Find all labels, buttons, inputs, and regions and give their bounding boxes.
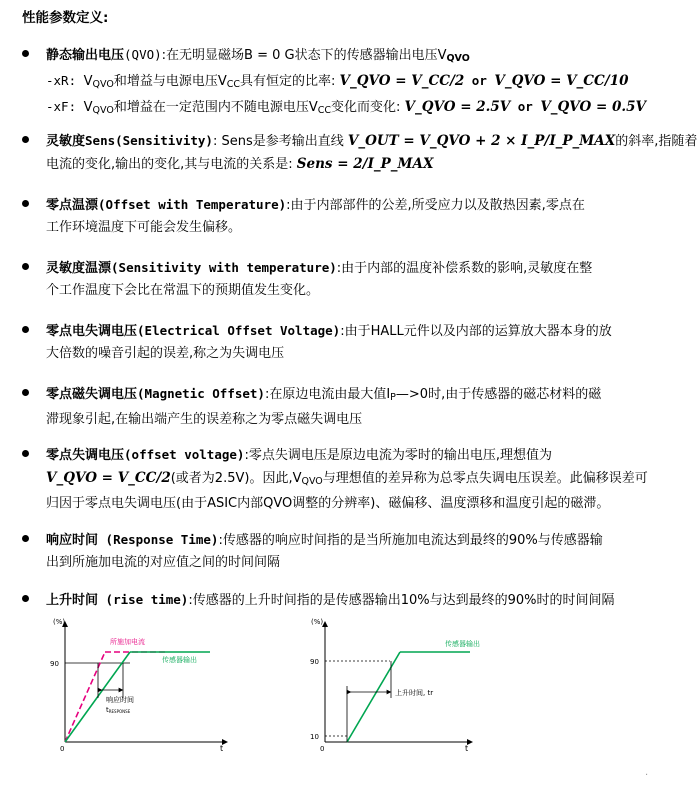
xf-vcc-sub: CC bbox=[317, 105, 332, 116]
bullet-icon bbox=[22, 136, 29, 143]
term-qvo-en: (QVO) bbox=[124, 47, 162, 62]
mag-offset-desc: :在原边电流由最大值I bbox=[264, 387, 391, 402]
term-response-en: (Response Time) bbox=[98, 532, 219, 547]
offset-v-desc: :零点失调电压是原边电流为零时的输出电压,理想值为 bbox=[244, 448, 552, 463]
mag-offset-desc2: —>0时,由于传感器的磁芯材料的磁 bbox=[395, 387, 602, 402]
rise-definition bbox=[22, 589, 662, 612]
xr-label: -xR: bbox=[46, 73, 84, 88]
page-title: 性能参数定义: bbox=[22, 10, 109, 26]
sens-temp-definition bbox=[22, 257, 662, 302]
xr-v: V bbox=[83, 74, 93, 89]
response-desc2: 出到所施加电流的对应值之间的时间间隔 bbox=[46, 555, 281, 570]
xf-formula-2: V_QVO = 0.5V bbox=[540, 99, 646, 115]
bullet-icon bbox=[22, 50, 29, 57]
offset-v-desc3: 与理想值的差异称为总零点失调电压误差。此偏移误差可 bbox=[322, 471, 648, 486]
applied-current-rise bbox=[65, 652, 105, 742]
sens-temp-desc: :由于内部的温度补偿系数的影响,灵敏度在整 bbox=[336, 261, 593, 276]
mag-offset-desc3: 滞现象引起,在输出端产生的误差称之为零点磁失调电压 bbox=[46, 412, 363, 427]
x-axis-label: t bbox=[220, 744, 224, 753]
rise-time-diagram bbox=[305, 614, 485, 754]
xf-text2: 变化而变化: bbox=[331, 100, 405, 115]
term-elec-offset-en: (Electrical Offset Voltage) bbox=[137, 323, 341, 338]
xr-text: 和增益与电源电压V bbox=[113, 74, 227, 89]
sens-relation: Sens = 2/I_P_MAX bbox=[296, 156, 434, 172]
bullet-icon bbox=[22, 389, 29, 396]
sensor-output-rise bbox=[347, 652, 400, 742]
term-offset-v-en: (offset voltage) bbox=[124, 447, 245, 462]
offset-v-desc2: (或者为2.5V)。因此,V bbox=[170, 471, 302, 486]
term-mag-offset-en: (Magnetic Offset) bbox=[137, 386, 265, 401]
sens-desc: : Sens是参考输出直线 bbox=[212, 134, 348, 149]
sens-temp-desc2: 个工作温度下会比在常温下的预期值发生变化。 bbox=[46, 283, 320, 298]
bullet-icon bbox=[22, 535, 29, 542]
term-mag-offset: 零点磁失调电压 bbox=[46, 387, 138, 402]
mag-offset-definition bbox=[22, 383, 662, 431]
response-definition bbox=[22, 529, 662, 574]
ip-sub: P bbox=[390, 392, 396, 403]
sens-desc3: 电流的变化,输出的变化,其与电流的关系是: bbox=[46, 157, 297, 172]
term-elec-offset: 零点电失调电压 bbox=[46, 324, 138, 339]
rise-desc: :传感器的上升时间指的是传感器输出10%与达到最终的90%时的时间间隔 bbox=[188, 593, 615, 608]
xr-formula-2: V_QVO = V_CC/10 bbox=[494, 73, 629, 89]
term-sens-en: Sens(Sensitivity) bbox=[85, 133, 213, 148]
x-axis-label: t bbox=[465, 744, 469, 753]
offset-temp-definition bbox=[22, 194, 662, 239]
elec-offset-desc2: 大倍数的噪音引起的误差,称之为失调电压 bbox=[46, 346, 285, 361]
term-offset-temp-en: (Offset with Temperature) bbox=[98, 197, 287, 212]
bullet-icon bbox=[22, 263, 29, 270]
bullet-icon bbox=[22, 326, 29, 333]
rise-time-label: 上升时间, tr bbox=[395, 689, 434, 697]
term-sens: 灵敏度 bbox=[46, 134, 86, 149]
offset-temp-desc: :由于内部部件的公差,所受应力以及散热因素,零点在 bbox=[286, 198, 585, 213]
term-offset-v: 零点失调电压 bbox=[46, 448, 125, 463]
elec-offset-desc: :由于HALL元件以及内部的运算放大器本身的放 bbox=[340, 324, 612, 339]
term-sens-temp: 灵敏度温漂 bbox=[46, 261, 112, 276]
qvo-definition bbox=[22, 44, 662, 122]
xf-formula-1: V_QVO = 2.5V bbox=[404, 99, 511, 115]
qvo-desc: :在无明显磁场B = 0 G状态下的传感器输出电压V bbox=[161, 48, 447, 63]
offset-voltage-definition bbox=[22, 444, 662, 515]
origin-label: 0 bbox=[320, 745, 325, 753]
sensor-output-label: 传感器输出 bbox=[162, 656, 197, 664]
applied-current-label: 所施加电流 bbox=[110, 638, 145, 646]
origin-label: 0 bbox=[60, 745, 65, 753]
xr-formula-1: V_QVO = V_CC/2 bbox=[339, 73, 465, 89]
bullet-icon bbox=[22, 200, 29, 207]
offset-v-desc4: 归因于零点电失调电压(由于ASIC内部QVO调整的分辨率)、磁偏移、温度漂移和温度引起的磁滞。 bbox=[46, 496, 610, 511]
xr-v-sub: QVO bbox=[92, 79, 114, 90]
qvo-sub: QVO bbox=[446, 53, 470, 64]
footer-mark: · bbox=[645, 770, 649, 781]
term-response: 响应时间 bbox=[46, 533, 99, 548]
response-time-label: 响应时间 bbox=[106, 696, 134, 704]
elec-offset-definition bbox=[22, 320, 662, 365]
sens-formula: V_OUT = V_QVO + 2 × I_P/I_P_MAX bbox=[347, 133, 616, 149]
response-time-diagram bbox=[50, 614, 250, 754]
tick-90: 90 bbox=[50, 660, 59, 668]
tick-90: 90 bbox=[310, 658, 319, 666]
xf-label: -xF: bbox=[46, 99, 84, 114]
y-unit-label: (%) bbox=[311, 618, 324, 626]
term-rise-en: (rise time) bbox=[98, 592, 189, 607]
xr-or: or bbox=[464, 73, 495, 88]
sens-desc2: 的斜率,指随着 bbox=[615, 134, 697, 149]
tick-10: 10 bbox=[310, 733, 319, 741]
bullet-icon bbox=[22, 450, 29, 457]
y-unit-label: (%) bbox=[53, 618, 66, 626]
term-offset-temp: 零点温漂 bbox=[46, 198, 99, 213]
xr-vcc-sub: CC bbox=[226, 79, 241, 90]
xf-text: 和增益在一定范围内不随电源电压V bbox=[113, 100, 318, 115]
offset-v-formula: V_QVO = V_CC/2 bbox=[46, 470, 171, 486]
xf-or: or bbox=[510, 99, 541, 114]
term-rise: 上升时间 bbox=[46, 593, 99, 608]
xf-v: V bbox=[83, 100, 93, 115]
response-desc: :传感器的响应时间指的是当所施加电流达到最终的90%与传感器输 bbox=[218, 533, 603, 548]
xf-v-sub: QVO bbox=[92, 105, 114, 116]
offset-temp-desc2: 工作环境温度下可能会发生偏移。 bbox=[46, 220, 242, 235]
term-sens-temp-en: (Sensitivity with temperature) bbox=[111, 260, 337, 275]
xr-text2: 具有恒定的比率: bbox=[240, 74, 340, 89]
offset-v-sub: QVO bbox=[301, 476, 323, 487]
sens-definition bbox=[22, 130, 697, 176]
sensor-output-label: 传感器输出 bbox=[445, 640, 480, 648]
bullet-icon bbox=[22, 595, 29, 602]
term-qvo: 静态输出电压 bbox=[46, 48, 125, 63]
t-response-label: tRESPONSE bbox=[106, 706, 131, 714]
